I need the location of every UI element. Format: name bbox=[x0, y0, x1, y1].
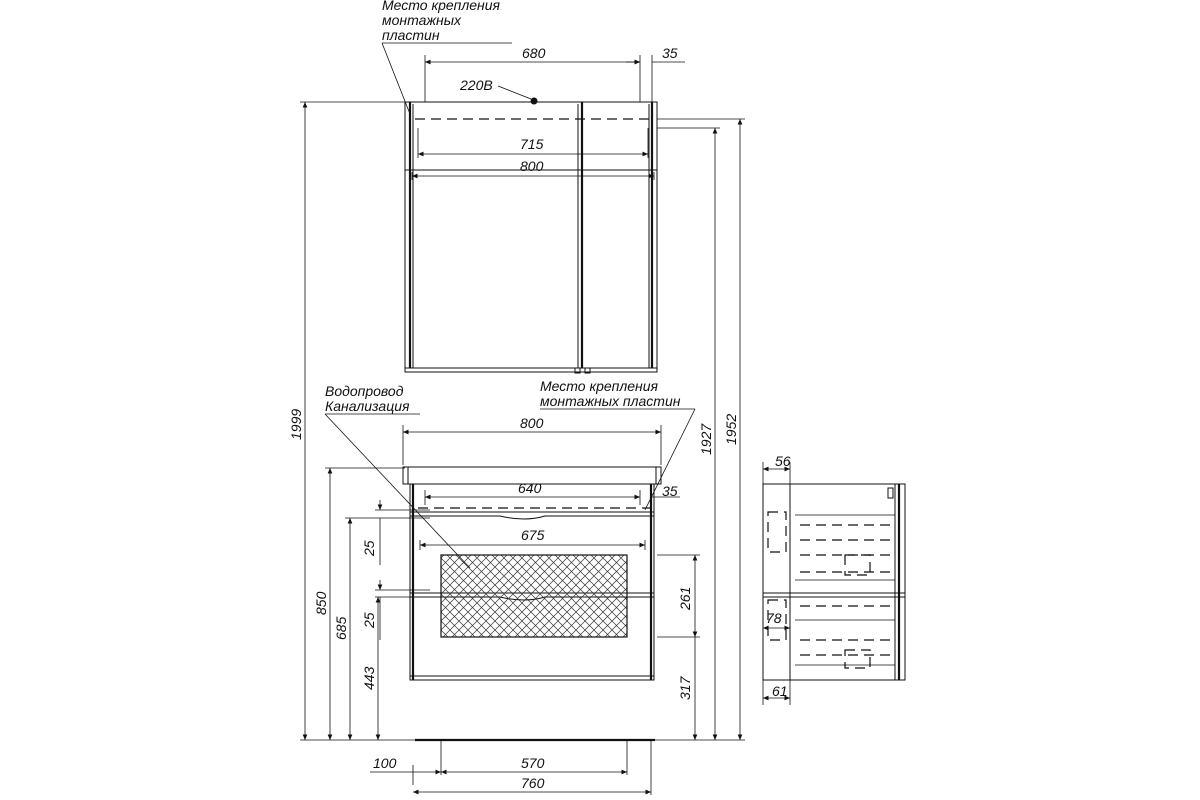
dim-317: 317 bbox=[677, 676, 693, 700]
dim-685: 685 bbox=[333, 616, 349, 640]
label-mount-top-3: пластин bbox=[382, 27, 440, 43]
vanity-cabinet bbox=[403, 467, 661, 740]
dim-35-cabinet: 35 bbox=[662, 483, 678, 499]
dim-61: 61 bbox=[772, 683, 788, 699]
dim-760: 760 bbox=[521, 775, 545, 791]
label-water-1: Водопровод bbox=[325, 383, 404, 399]
dim-1999: 1999 bbox=[288, 408, 304, 440]
dim-56: 56 bbox=[775, 453, 791, 469]
dim-35-top: 35 bbox=[662, 45, 678, 61]
dim-1952: 1952 bbox=[723, 413, 739, 445]
dim-800-sink: 800 bbox=[520, 415, 544, 431]
side-view-dimensions bbox=[763, 462, 790, 705]
label-mount-mid-1: Место крепления bbox=[540, 378, 659, 394]
dim-1927: 1927 bbox=[698, 423, 714, 455]
side-view bbox=[763, 484, 905, 680]
dim-25-lower: 25 bbox=[361, 612, 377, 628]
dim-800-mirror: 800 bbox=[520, 158, 544, 174]
dim-715: 715 bbox=[520, 136, 544, 152]
dim-675: 675 bbox=[521, 527, 545, 543]
label-mount-top-2: монтажных bbox=[382, 12, 462, 28]
label-water-2: Канализация bbox=[325, 398, 410, 414]
dim-680: 680 bbox=[522, 45, 546, 61]
dim-100: 100 bbox=[373, 755, 397, 771]
label-mount-mid-2: монтажных пластин bbox=[540, 393, 681, 409]
label-220v: 220В bbox=[460, 77, 493, 93]
mirror-dimensions bbox=[412, 55, 685, 180]
power-point-icon bbox=[531, 98, 538, 105]
dim-850: 850 bbox=[313, 591, 329, 615]
dim-78: 78 bbox=[766, 610, 782, 626]
dim-25-upper: 25 bbox=[361, 540, 377, 556]
dim-570: 570 bbox=[521, 755, 545, 771]
dim-640: 640 bbox=[518, 480, 542, 496]
dim-261: 261 bbox=[677, 586, 693, 610]
dim-443: 443 bbox=[361, 666, 377, 690]
label-mount-top-1: Место крепления bbox=[382, 0, 501, 13]
